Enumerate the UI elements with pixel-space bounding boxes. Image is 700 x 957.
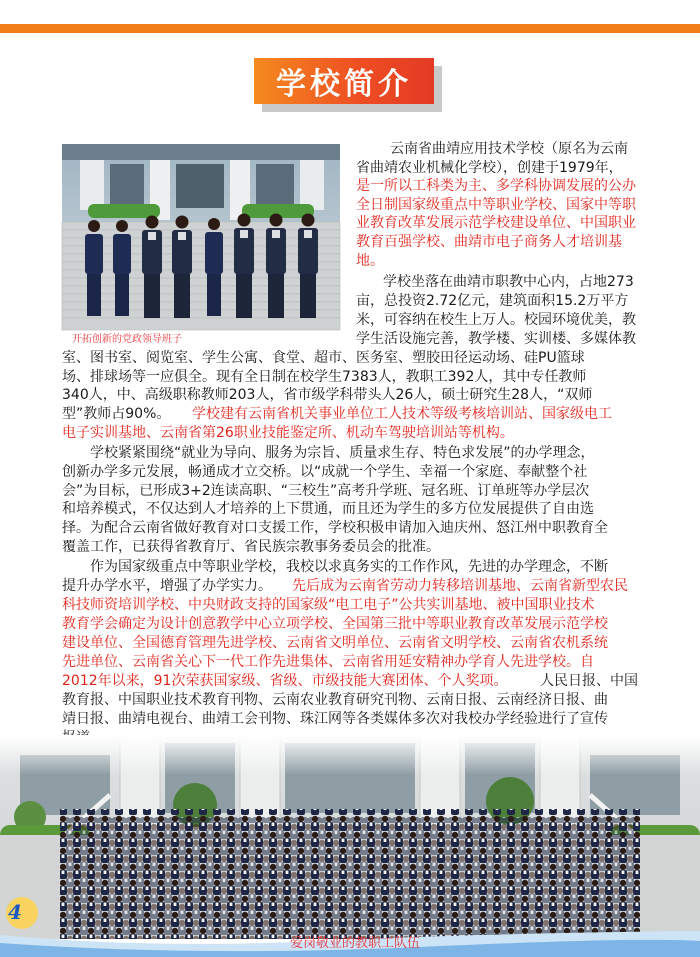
text-line: 学生活设施完善，教学楼、实训楼、多媒体教 <box>356 331 636 347</box>
text-line: 业教育改革发展示范学校建设单位、中国职业 <box>356 215 636 231</box>
text-line: 2012年以来，91次荣获国家级、省级、市级技能大赛团体、个人奖项。 <box>62 673 508 689</box>
text-line: 室、图书室、阅览室、学生公寓、食堂、超市、医务室、塑胶田径运动场、硅PU篮球 <box>62 350 585 366</box>
text-line: 场、排球场等一应俱全。现有全日制在校学生7383人，教职工392人，其中专任教师 <box>62 369 587 385</box>
text-line: 科技师资培训学校、中央财政支持的国家级“电工电子”公共实训基地、被中国职业技术 <box>62 597 595 613</box>
text-line: 电子实训基地、云南省第26职业技能鉴定所、机动车驾驶培训站等机构。 <box>62 425 514 441</box>
text-line: 创新办学多元发展，畅通成才立交桥。以“成就一个学生、幸福一个家庭、奉献整个社 <box>62 464 588 480</box>
text-line: 型”教师占90%。 <box>62 406 171 422</box>
page-title: 学校简介 <box>254 58 434 104</box>
text-line: 建设单位、全国德育管理先进学校、云南省文明单位、云南省文明学校、云南省农机系统 <box>62 635 608 651</box>
text-line: 学校建有云南省机关事业单位工人技术等级考核培训站、国家级电工 <box>192 406 612 422</box>
text-line: 覆盖工作，已获得省教育厅、省民族宗教事务委员会的批准。 <box>62 539 440 555</box>
text-line: 先后成为云南省劳动力转移培训基地、云南省新型农民 <box>292 578 628 594</box>
photo-caption-top: 开拓创新的党政领导班子 <box>72 334 182 345</box>
text-line: 教育学会确定为设计创意教学中心立项学校、全国第三批中等职业教育改革发展示范学校 <box>62 616 608 632</box>
text-line: 靖日报、曲靖电视台、曲靖工会刊物、珠江网等各类媒体多次对我校办学经验进行了宣传 <box>62 711 608 727</box>
text-line: 作为国家级重点中等职业学校，我校以求真务实的工作作风，先进的办学理念，不断 <box>90 559 608 575</box>
page-number: 4 <box>8 900 22 924</box>
text-line: 学校坐落在曲靖市职教中心内，占地273 <box>383 274 634 290</box>
text-line: 云南省曲靖应用技术学校（原名为云南 <box>390 141 628 157</box>
text-line: 教育百强学校、曲靖市电子商务人才培训基 <box>356 234 622 250</box>
text-line: 340人，中、高级职称教师203人，省市级学科带头人26人，硕士研究生28人，“双师 <box>62 387 593 403</box>
text-line: 学校紧紧围绕“就业为导向、服务为宗旨、质量求生存、特色求发展”的办学理念， <box>90 445 595 461</box>
text-line: 全日制国家级重点中等职业学校、国家中等职 <box>356 197 636 213</box>
leadership-photo <box>60 142 342 332</box>
text-line: 亩，总投资2.72亿元，建筑面积15.2万平方 <box>356 293 629 309</box>
text-line: 先进单位、云南省关心下一代工作先进集体、云南省用延安精神办学育人先进学校。自 <box>62 654 594 670</box>
text-line: 和培养模式，不仅达到人才培养的上下贯通，而且还为学生的多方位发展提供了自由选 <box>62 501 594 517</box>
text-line: 省曲靖农业机械化学校），创建于1979年， <box>356 160 623 176</box>
text-line: 择。为配合云南省做好教育对口支援工作，学校积极申请加入迪庆州、怒江州中职教育全 <box>62 520 608 536</box>
text-line: 会”为目标，已形成3+2连读高职、“三校生”高考升学班、冠名班、订单班等办学层次 <box>62 483 590 499</box>
photo-caption-bottom: 爱岗敬业的教职工队伍 <box>290 936 421 951</box>
top-orange-bar <box>0 24 700 33</box>
text-line: 地。 <box>356 253 384 269</box>
text-line: 人民日报、中国 <box>540 673 638 689</box>
text-line: 教育报、中国职业技术教育刊物、云南农业教育研究刊物、云南日报、云南经济日报、曲 <box>62 692 608 708</box>
staff-group-photo <box>0 735 700 957</box>
text-line: 米，可容纳在校生上万人。校园环境优美，教 <box>356 312 636 328</box>
text-line: 是一所以工科类为主、多学科协调发展的公办 <box>356 178 636 194</box>
title-banner <box>254 58 444 114</box>
text-line: 提升办学水平，增强了办学实力。 <box>62 578 272 594</box>
